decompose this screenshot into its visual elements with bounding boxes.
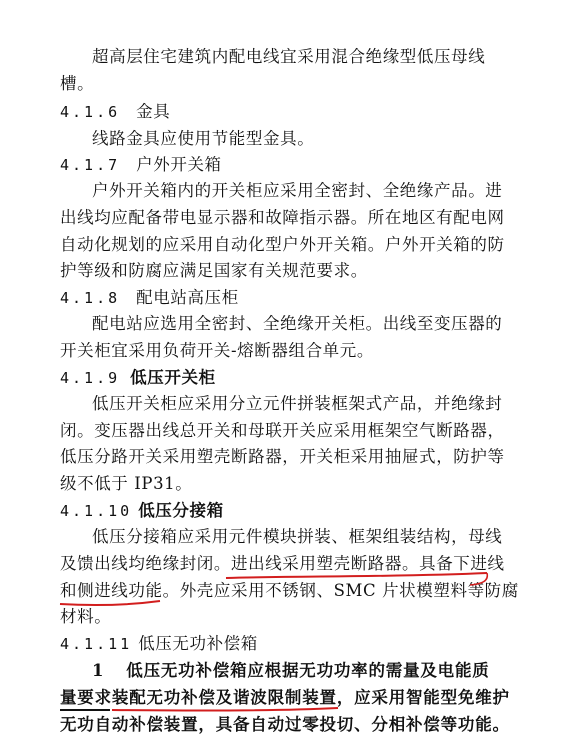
paragraph-line: 配电站应选用全密封、全绝缘开关柜。出线至变压器的	[92, 314, 503, 333]
paragraph-line: 闭。变压器出线总开关和母联开关应采用框架空气断路器，	[60, 421, 505, 440]
paragraph-line: 低压分接箱应采用元件模块拼装、框架组装结构，母线	[92, 527, 503, 546]
section-number: 4.1.6	[60, 103, 121, 121]
section-number: 4.1.10	[60, 502, 133, 520]
section-number: 4.1.9	[60, 369, 121, 387]
section-title: 低压分接箱	[138, 501, 224, 520]
section-heading-4-1-6	[60, 101, 170, 123]
section-heading-4-1-9	[60, 367, 216, 389]
section-title: 低压开关柜	[130, 368, 216, 387]
paragraph-line: 级不低于 IP31。	[60, 474, 193, 493]
paragraph-line: 槽。	[60, 74, 95, 93]
section-heading-4-1-7	[60, 154, 222, 176]
section-heading-4-1-10	[60, 500, 224, 522]
section-title: 配电站高压柜	[136, 288, 239, 307]
highlighted-text: 和侧进线功能	[60, 581, 163, 600]
text-span: 量要求	[60, 688, 112, 707]
paragraph-line: 无功自动补偿装置，具备自动过零投切、分相补偿等功能。	[60, 715, 510, 734]
section-heading-4-1-11	[60, 633, 258, 655]
paragraph-line	[60, 580, 519, 602]
highlighted-text: 进出线采用塑壳断路器。具备下进线	[231, 554, 505, 573]
text-span: ，应采用智能型免维护	[336, 688, 510, 707]
section-heading-4-1-8	[60, 287, 239, 309]
section-title: 低压无功补偿箱	[138, 634, 258, 653]
item-number: 1	[92, 661, 105, 680]
section-number: 4.1.7	[60, 156, 121, 174]
paragraph-line	[92, 660, 490, 682]
paragraph-line: 材料。	[60, 607, 112, 626]
paragraph-line	[60, 553, 505, 575]
paragraph-line: 低压分路开关采用塑壳断路器，开关柜采用抽屉式，防护等	[60, 447, 505, 466]
section-title: 金具	[136, 102, 171, 121]
paragraph-line: 护等级和防腐应满足国家有关规范要求。	[60, 261, 368, 280]
section-number: 4.1.11	[60, 635, 133, 653]
text-span: 及馈出线均绝缘封闭。	[60, 554, 231, 573]
paragraph-line: 出线均应配备带电显示器和故障指示器。所在地区有配电网	[60, 208, 505, 227]
paragraph-line: 低压开关柜应采用分立元件拼装框架式产品，并绝缘封	[92, 394, 503, 413]
text-span: 。外壳应采用不锈钢、SMC 片状模塑料等防腐	[162, 581, 519, 600]
paragraph-line	[60, 687, 510, 709]
section-title: 户外开关箱	[136, 155, 222, 174]
paragraph-line: 开关柜宜采用负荷开关-熔断器组合单元。	[60, 341, 374, 360]
paragraph-line: 户外开关箱内的开关柜应采用全密封、全绝缘产品。进	[92, 181, 503, 200]
paragraph-line: 线路金具应使用节能型金具。	[92, 129, 315, 148]
paragraph-line: 超高层住宅建筑内配电线宜采用混合绝缘型低压母线	[92, 47, 486, 66]
underlined-text: 装配无功补偿及谐波限制装置	[111, 688, 337, 707]
text-span: 低压无功补偿箱应根据无功功率的需量及电能质	[126, 661, 490, 680]
paragraph-line: 自动化规划的应采用自动化型户外开关箱。户外开关箱的防	[60, 235, 505, 254]
section-number: 4.1.8	[60, 289, 121, 307]
